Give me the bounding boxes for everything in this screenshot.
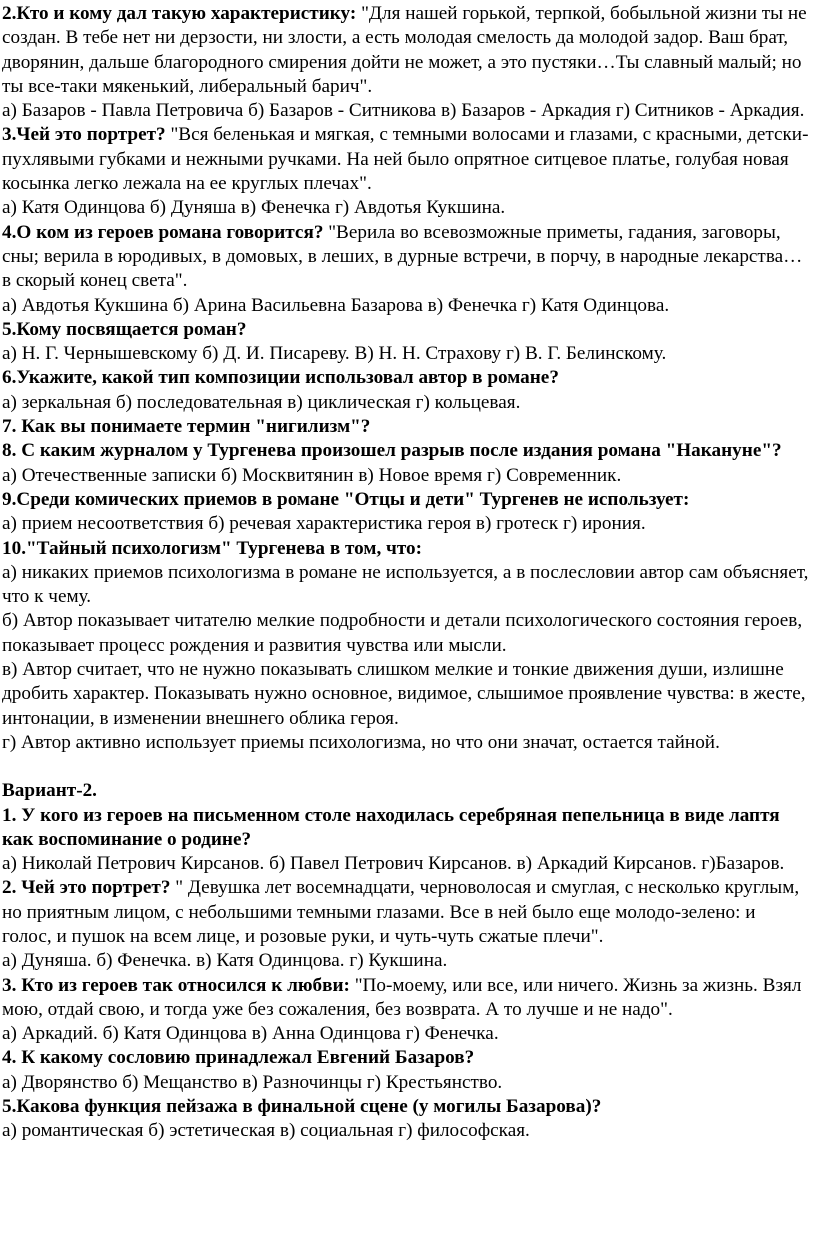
- question-8-label: 8. С каким журналом у Тургенева произошел разрыв после издания романа "Накануне"?: [2, 440, 782, 462]
- question-7-prompt: [2, 415, 810, 439]
- section-spacer: [2, 755, 810, 779]
- question-7-label: 7. Как вы понимаете термин "нигилизм"?: [2, 416, 371, 438]
- question-2-options: а) Базаров - Павла Петровича б) Базаров - Ситникова в) Базаров - Аркадия г) Ситников - Аркадия.: [2, 100, 805, 122]
- question-5-options: а) Н. Г. Чернышевскому б) Д. И. Писареву. В) Н. Н. Страхову г) В. Г. Белинскому.: [2, 343, 667, 365]
- v2-question-3-label: 3. Кто из героев так относился к любви:: [2, 974, 350, 996]
- question-5-prompt: [2, 318, 810, 342]
- question-10-label: 10."Тайный психологизм" Тургенева в том, что:: [2, 537, 423, 559]
- v2-question-5-label: 5.Какова функция пейзажа в финальной сцене (у могилы Базарова)?: [2, 1096, 602, 1118]
- question-9-options: а) прием несоответствия б) речевая характеристика героя в) гротеск г) ирония.: [2, 513, 646, 535]
- question-4-prompt: [2, 221, 810, 294]
- document-page: [2, 2, 810, 1144]
- question-4-label: 4.О ком из героев романа говорится?: [2, 221, 324, 243]
- v2-question-4-label: 4. К какому сословию принадлежал Евгений Базаров?: [2, 1047, 475, 1069]
- question-6-prompt: [2, 366, 810, 390]
- v2-question-3-prompt: [2, 974, 810, 1023]
- question-2-quote: "Для нашей горькой, терпкой, бобыльной жизни ты не создан. В тебе нет ни дерзости, ни злости, а есть молодая смелость да молодой задор. Ваш брат, дворянин, дальше благородного смирения дойти не может, а это пустяки…Ты славный малый; но ты все-таки мякенький, либеральный барич".: [2, 3, 807, 97]
- question-3-label: 3.Чей это портрет?: [2, 124, 166, 146]
- v2-question-4-options: а) Дворянство б) Мещанство в) Разночинцы г) Крестьянство.: [2, 1071, 503, 1093]
- variant-2-title: [2, 779, 810, 803]
- v2-question-1-label: 1. У кого из героев на письменном столе находилась серебряная пепельница в виде лаптя как воспоминание о родине?: [2, 804, 780, 850]
- question-10-option-a: а) никаких приемов психологизма в романе не используется, а в послесловии автор сам объясняет, что к чему.: [2, 561, 809, 608]
- question-8-options: а) Отечественные записки б) Москвитянин в) Новое время г) Современник.: [2, 464, 622, 486]
- question-9-label: 9.Среди комических приемов в романе "Отцы и дети" Тургенев не использует:: [2, 488, 690, 510]
- v2-question-2-label: 2. Чей это портрет?: [2, 877, 171, 899]
- v2-question-1-options: а) Николай Петрович Кирсанов. б) Павел Петрович Кирсанов. в) Аркадий Кирсанов. г)Базаров.: [2, 853, 785, 875]
- v2-question-3-options: а) Аркадий. б) Катя Одинцова в) Анна Одинцова г) Фенечка.: [2, 1023, 499, 1045]
- question-10-option-c: в) Автор считает, что не нужно показывать слишком мелкие и тонкие движения души, излишне дробить характер. Показывать нужно основное, видимое, слышимое проявление чувства: в жесте, интонации, в изменении внешнего облика героя.: [2, 659, 806, 729]
- question-4-options: а) Авдотья Кукшина б) Арина Васильевна Базарова в) Фенечка г) Катя Одинцова.: [2, 294, 670, 316]
- question-10-option-d: г) Автор активно использует приемы психологизма, но что они значат, остается тайной.: [2, 731, 720, 753]
- question-3-options: а) Катя Одинцова б) Дуняша в) Фенечка г) Авдотья Кукшина.: [2, 197, 506, 219]
- question-8-prompt: [2, 439, 810, 463]
- question-6-label: 6.Укажите, какой тип композиции использовал автор в романе?: [2, 367, 559, 389]
- question-10-option-b: б) Автор показывает читателю мелкие подробности и детали психологического состояния героев, показывает процесс рождения и развития чувства или мысли.: [2, 610, 803, 656]
- variant-2-title-text: Вариант-2.: [2, 780, 97, 802]
- v2-question-5-prompt: [2, 1095, 810, 1119]
- v2-question-2-options: а) Дуняша. б) Фенечка. в) Катя Одинцова. г) Кукшина.: [2, 950, 448, 972]
- question-10-prompt: [2, 537, 810, 561]
- v2-question-2-prompt: [2, 876, 810, 949]
- question-9-prompt: [2, 488, 810, 512]
- question-3-quote: "Вся беленькая и мягкая, с темными волосами и глазами, с красными, детски-пухлявыми губками и нежными ручками. На ней было опрятное ситцевое платье, голубая новая косынка легко лежала на ее круглых плечах".: [2, 124, 809, 195]
- v2-question-4-prompt: [2, 1046, 810, 1070]
- v2-question-3-quote: "По-моему, или все, или ничего. Жизнь за жизнь. Взял мою, отдай свою, и тогда уже без сожаления, без возврата. А то лучше и не надо".: [2, 974, 802, 1020]
- v2-question-2-quote: " Девушка лет восемнадцати, черноволосая и смуглая, с несколько круглым, но приятным лицом, с небольшими темными глазами. Все в ней было еще молодо-зелено: и голос, и пушок на всем лице, и розовые руки, и чуть-чуть сжатые плечи".: [2, 877, 800, 947]
- question-2-prompt: [2, 2, 810, 99]
- question-4-quote: "Верила во всевозможные приметы, гадания, заговоры, сны; верила в юродивых, в домовых, в леших, в дурные встречи, в порчу, в народные лекарства…в скорый конец света".: [2, 221, 803, 292]
- question-6-options: а) зеркальная б) последовательная в) циклическая г) кольцевая.: [2, 391, 521, 413]
- question-2-label: 2.Кто и кому дал такую характеристику:: [2, 3, 357, 24]
- v2-question-5-options: а) романтическая б) эстетическая в) социальная г) философская.: [2, 1120, 530, 1142]
- question-3-prompt: [2, 123, 810, 196]
- v2-question-1-prompt: [2, 804, 810, 853]
- question-5-label: 5.Кому посвящается роман?: [2, 318, 247, 340]
